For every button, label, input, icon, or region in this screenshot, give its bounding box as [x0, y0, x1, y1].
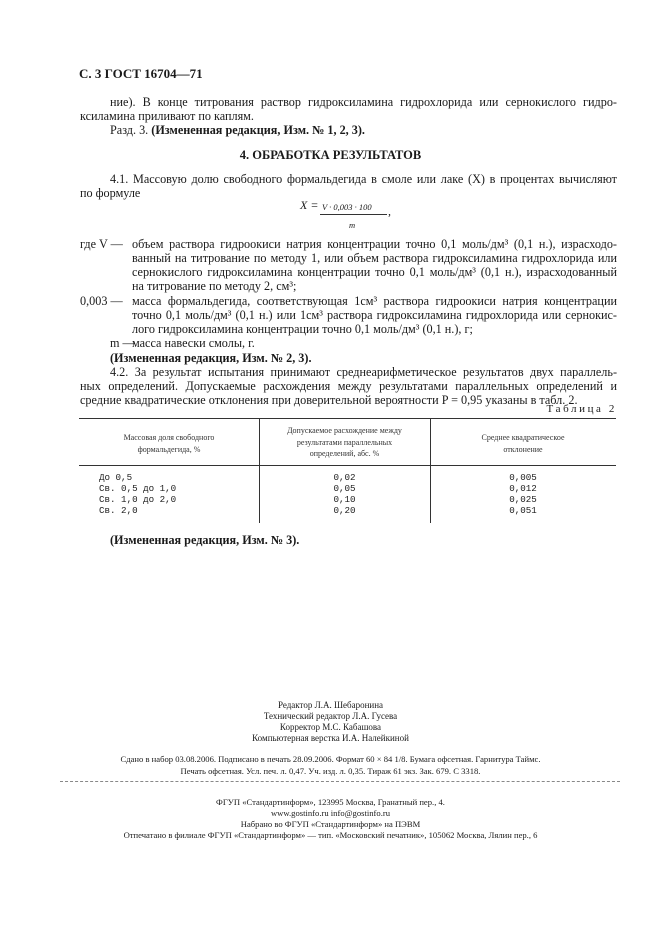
- table-caption: Таблица 2: [546, 403, 617, 415]
- table-cell: 0,05: [333, 483, 356, 494]
- formula-fraction-line: [320, 214, 387, 215]
- print-info-line-2: Печать офсетная. Усл. печ. л. 0,47. Уч. изд. л. 0,35. Тираж 61 экз. Зак. 679. С 3318.: [180, 766, 481, 776]
- table-cell: До 0,5: [99, 472, 133, 483]
- where-m-line: масса навески смолы, г.: [132, 336, 255, 350]
- where-v-line-3: сернокислого гидроксиламина концентрации точно 0,1 моль/дм³ (0,1 н.), израсходованный: [132, 265, 617, 279]
- table-cell: 0,025: [509, 494, 537, 505]
- header-line: Среднее квадратическое: [481, 433, 565, 442]
- table-top-rule: [79, 418, 616, 419]
- where-constant-line-2: точно 0,1 моль/дм³ (0,1 н.) или 1см³ раствора гидроксиламина гидрохлорида или сернокис-: [132, 308, 617, 322]
- credit-layout: Компьютерная верстка И.А. Налейкиной: [252, 733, 409, 743]
- table-cell: Св. 2,0: [99, 505, 138, 516]
- header-line: Массовая доля свободного: [123, 433, 215, 442]
- publisher-line-3: Набрано во ФГУП «Стандартинформ» на ПЭВМ: [240, 819, 421, 829]
- header-line: отклонение: [503, 444, 543, 454]
- table-cell: 0,005: [509, 472, 537, 483]
- credit-editor: Редактор Л.А. Шебаронина: [277, 700, 384, 710]
- publisher-line-2: www.gostinfo.ru info@gostinfo.ru: [270, 808, 391, 818]
- formula-lhs: X =: [300, 198, 319, 212]
- where-v-line-2: ванный на титрование по методу 1, или объем раствора гидроксиламина гидрохлорида или: [132, 251, 617, 265]
- table-cell: 0,012: [509, 483, 537, 494]
- section-ref: Разд. 3.: [110, 123, 149, 137]
- formula-denominator: m: [349, 220, 356, 230]
- amendment-note-2: (Измененная редакция, Изм. № 2, 3).: [110, 351, 312, 365]
- para-4-2-line-3: средние квадратические отклонения при доверительной вероятности P = 0,95 указаны в табл. 2.: [80, 393, 578, 407]
- where-constant-line-1: масса формальдегида, соответствующая 1см³ раствора гидроокиси натрия концентрации: [132, 294, 617, 308]
- table-cell: 0,051: [509, 505, 537, 516]
- where-v-line-4: на титрование по методу 2, см³;: [132, 279, 297, 293]
- amendment-note: (Измененная редакция, Изм. № 1, 2, 3).: [151, 123, 365, 137]
- table-cell: 0,10: [333, 494, 356, 505]
- where-v-label: где V —: [80, 237, 123, 251]
- header-std-deviation: [430, 432, 616, 455]
- formula-numerator: V · 0,003 · 100: [322, 202, 372, 212]
- intro-line-2: ксиламина приливают по каплям.: [80, 109, 254, 123]
- where-v-line-1: объем раствора гидроокиси натрия концентрации точно 0,1 моль/дм³ (0,1 н.), израсходо-: [132, 237, 617, 251]
- where-constant-label: 0,003 —: [80, 294, 123, 308]
- para-4-1-line-1: 4.1. Массовую долю свободного формальдегида в смоле или лаке (X) в процентах вычисляют: [110, 172, 617, 186]
- header-allowed-discrepancy: [259, 425, 430, 460]
- para-4-1-line-2: по формуле: [80, 186, 141, 200]
- formula-tail: ,: [388, 204, 391, 218]
- table-cell: Св. 1,0 до 2,0: [99, 494, 177, 505]
- where-m-label: m —: [110, 336, 135, 350]
- table-cell: 0,20: [333, 505, 356, 516]
- print-info-line-1: Сдано в набор 03.08.2006. Подписано в печать 28.09.2006. Формат 60 × 84 1/8. Бумага офсетная. Гарнитура Таймс.: [120, 754, 541, 764]
- table-cell: Св. 0,5 до 1,0: [99, 483, 177, 494]
- para-4-2-line-2: ных определений. Допускаемые расхождения между результатами параллельных определений и: [80, 379, 617, 393]
- amendment-note-3: (Измененная редакция, Изм. № 3).: [110, 533, 300, 547]
- page-header: С. 3 ГОСТ 16704—71: [79, 66, 203, 81]
- publisher-line-4: Отпечатано в филиале ФГУП «Стандартинформ» — тип. «Московский печатник», 105062 Москва, Лялин пер., 6: [123, 830, 538, 840]
- header-mass-fraction: [79, 432, 259, 455]
- table-cell: 0,02: [333, 472, 356, 483]
- header-line: определений, абс. %: [309, 449, 380, 458]
- table-header-rule: [79, 465, 616, 466]
- credit-corrector: Корректор М.С. Кабашова: [279, 722, 382, 732]
- intro-amendment: [110, 123, 365, 138]
- header-line: результатами параллельных: [296, 437, 393, 447]
- credit-tech-editor: Технический редактор Л.А. Гусева: [263, 711, 398, 721]
- header-line: Допускаемое расхождение между: [287, 426, 402, 435]
- header-line: формальдегида, %: [137, 444, 201, 454]
- intro-line-1: ние). В конце титрования раствор гидроксиламина гидрохлорида или сернокислого гидро-: [110, 95, 617, 109]
- section-title: 4. ОБРАБОТКА РЕЗУЛЬТАТОВ: [239, 148, 422, 162]
- divider: [60, 781, 620, 782]
- para-4-2-line-1: 4.2. За результат испытания принимают среднеарифметическое результатов двух параллель-: [110, 365, 617, 379]
- where-constant-line-3: лого гидроксиламина концентрации точно 0,1 моль/дм³ (0,1 н.), г;: [132, 322, 473, 336]
- publisher-line-1: ФГУП «Стандартинформ», 123995 Москва, Гранатный пер., 4.: [216, 797, 445, 807]
